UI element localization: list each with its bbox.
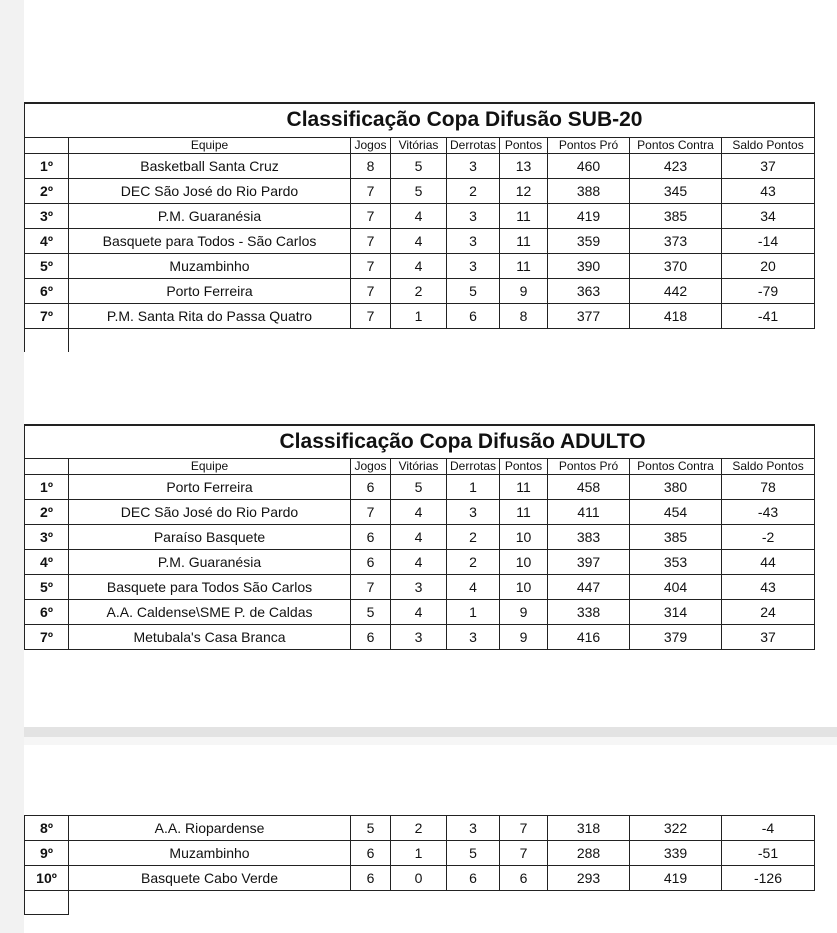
table-row [25, 303, 815, 328]
position-cell: 2º [25, 499, 69, 524]
derrotas-cell: 2 [447, 524, 500, 549]
derrotas-cell: 3 [447, 203, 500, 228]
derrotas-cell: 6 [447, 303, 500, 328]
vitorias-cell: 0 [391, 866, 447, 891]
table-row [25, 549, 815, 574]
saldo-cell: -43 [722, 499, 815, 524]
pontos-cell: 8 [500, 303, 548, 328]
header-jogos: Jogos [351, 137, 391, 153]
position-cell: 2º [25, 178, 69, 203]
vitorias-cell: 1 [391, 841, 447, 866]
jogos-cell: 6 [351, 841, 391, 866]
pontos-pro-cell: 411 [548, 499, 630, 524]
team-cell: A.A. Riopardense [69, 816, 351, 841]
jogos-cell: 7 [351, 228, 391, 253]
table-row [25, 524, 815, 549]
jogos-cell: 7 [351, 178, 391, 203]
team-cell: Basquete Cabo Verde [69, 866, 351, 891]
position-cell: 7º [25, 303, 69, 328]
pontos-contra-cell: 423 [630, 153, 722, 178]
header-pontos-contra: Pontos Contra [630, 458, 722, 474]
team-cell: Muzambinho [69, 253, 351, 278]
position-cell: 8º [25, 816, 69, 841]
team-cell: A.A. Caldense\SME P. de Caldas [69, 599, 351, 624]
vitorias-cell: 4 [391, 253, 447, 278]
pontos-cell: 13 [500, 153, 548, 178]
position-cell: 6º [25, 599, 69, 624]
table-row [25, 624, 815, 649]
saldo-cell: 44 [722, 549, 815, 574]
header-derrotas: Derrotas [447, 458, 500, 474]
vitorias-cell: 3 [391, 574, 447, 599]
vitorias-cell: 5 [391, 474, 447, 499]
pontos-pro-cell: 458 [548, 474, 630, 499]
left-margin-strip [0, 0, 24, 933]
derrotas-cell: 5 [447, 841, 500, 866]
header-vitorias: Vitórias [391, 458, 447, 474]
saldo-cell: 34 [722, 203, 815, 228]
pontos-contra-cell: 418 [630, 303, 722, 328]
saldo-cell: -14 [722, 228, 815, 253]
sub20-title-text: Classificação Copa Difusão SUB-20 [286, 108, 643, 132]
team-cell: DEC São José do Rio Pardo [69, 178, 351, 203]
page-break-band [24, 727, 837, 737]
pontos-cell: 10 [500, 549, 548, 574]
header-pontos: Pontos [500, 137, 548, 153]
derrotas-cell: 2 [447, 549, 500, 574]
header-pontos-contra: Pontos Contra [630, 137, 722, 153]
vitorias-cell: 5 [391, 153, 447, 178]
header-vitorias: Vitórias [391, 137, 447, 153]
jogos-cell: 7 [351, 499, 391, 524]
position-cell: 3º [25, 524, 69, 549]
pontos-cell: 11 [500, 253, 548, 278]
position-cell: 1º [25, 474, 69, 499]
derrotas-cell: 1 [447, 474, 500, 499]
pontos-pro-cell: 460 [548, 153, 630, 178]
jogos-cell: 7 [351, 253, 391, 278]
vitorias-cell: 4 [391, 599, 447, 624]
team-cell: DEC São José do Rio Pardo [69, 499, 351, 524]
jogos-cell: 6 [351, 524, 391, 549]
pontos-cell: 9 [500, 624, 548, 649]
saldo-cell: 78 [722, 474, 815, 499]
header-pontos: Pontos [500, 458, 548, 474]
pontos-contra-cell: 314 [630, 599, 722, 624]
team-cell: Paraíso Basquete [69, 524, 351, 549]
adulto-title [25, 425, 815, 458]
team-cell: Muzambinho [69, 841, 351, 866]
team-cell: P.M. Guaranésia [69, 549, 351, 574]
header-equipe: Equipe [69, 458, 351, 474]
saldo-cell: -79 [722, 278, 815, 303]
pontos-contra-cell: 404 [630, 574, 722, 599]
pontos-cell: 7 [500, 841, 548, 866]
position-cell: 6º [25, 278, 69, 303]
adulto-title-text: Classificação Copa Difusão ADULTO [279, 429, 646, 453]
table-row [25, 574, 815, 599]
position-cell: 10º [25, 866, 69, 891]
sub20-header-row [25, 137, 815, 153]
derrotas-cell: 2 [447, 178, 500, 203]
table-row [25, 153, 815, 178]
pontos-cell: 11 [500, 228, 548, 253]
pontos-cell: 12 [500, 178, 548, 203]
pontos-contra-cell: 442 [630, 278, 722, 303]
header-pos [25, 137, 69, 153]
table-row [25, 816, 815, 841]
position-cell: 4º [25, 228, 69, 253]
saldo-cell: -41 [722, 303, 815, 328]
pontos-cell: 10 [500, 524, 548, 549]
header-pontos-pro: Pontos Pró [548, 458, 630, 474]
pontos-contra-cell: 339 [630, 841, 722, 866]
jogos-cell: 6 [351, 549, 391, 574]
saldo-cell: 37 [722, 153, 815, 178]
pontos-cell: 9 [500, 599, 548, 624]
table-row [25, 278, 815, 303]
position-cell: 1º [25, 153, 69, 178]
jogos-cell: 5 [351, 599, 391, 624]
saldo-cell: -51 [722, 841, 815, 866]
header-saldo-pontos: Saldo Pontos [722, 137, 815, 153]
page-break-shade [24, 737, 837, 745]
vitorias-cell: 2 [391, 278, 447, 303]
derrotas-cell: 3 [447, 816, 500, 841]
pontos-pro-cell: 338 [548, 599, 630, 624]
position-cell: 9º [25, 841, 69, 866]
vitorias-cell: 4 [391, 203, 447, 228]
vitorias-cell: 4 [391, 549, 447, 574]
header-pos [25, 458, 69, 474]
pontos-pro-cell: 447 [548, 574, 630, 599]
header-derrotas: Derrotas [447, 137, 500, 153]
jogos-cell: 6 [351, 474, 391, 499]
saldo-cell: 20 [722, 253, 815, 278]
team-cell: P.M. Santa Rita do Passa Quatro [69, 303, 351, 328]
saldo-cell: 37 [722, 624, 815, 649]
pontos-cell: 10 [500, 574, 548, 599]
sub20-standings-table [24, 102, 815, 352]
derrotas-cell: 5 [447, 278, 500, 303]
jogos-cell: 8 [351, 153, 391, 178]
position-cell: 5º [25, 253, 69, 278]
table-row [25, 866, 815, 891]
vitorias-cell: 3 [391, 624, 447, 649]
saldo-cell: 43 [722, 574, 815, 599]
saldo-cell: 43 [722, 178, 815, 203]
saldo-cell: -2 [722, 524, 815, 549]
vitorias-cell: 5 [391, 178, 447, 203]
empty-cell [69, 328, 815, 352]
jogos-cell: 7 [351, 278, 391, 303]
pontos-cell: 11 [500, 474, 548, 499]
jogos-cell: 7 [351, 574, 391, 599]
empty-row [25, 891, 815, 915]
pontos-pro-cell: 293 [548, 866, 630, 891]
pontos-pro-cell: 383 [548, 524, 630, 549]
pontos-contra-cell: 370 [630, 253, 722, 278]
header-jogos: Jogos [351, 458, 391, 474]
adulto-continuation-table [24, 815, 815, 915]
position-cell: 3º [25, 203, 69, 228]
derrotas-cell: 3 [447, 253, 500, 278]
pontos-contra-cell: 419 [630, 866, 722, 891]
derrotas-cell: 3 [447, 624, 500, 649]
team-cell: Porto Ferreira [69, 278, 351, 303]
pontos-pro-cell: 397 [548, 549, 630, 574]
vitorias-cell: 4 [391, 499, 447, 524]
position-cell: 4º [25, 549, 69, 574]
header-pontos-pro: Pontos Pró [548, 137, 630, 153]
table-row [25, 253, 815, 278]
vitorias-cell: 2 [391, 816, 447, 841]
saldo-cell: -4 [722, 816, 815, 841]
adulto-standings-table [24, 424, 815, 650]
team-cell: Metubala's Casa Branca [69, 624, 351, 649]
empty-row [25, 328, 815, 352]
position-cell: 5º [25, 574, 69, 599]
sub20-title [25, 103, 815, 137]
derrotas-cell: 4 [447, 574, 500, 599]
pontos-contra-cell: 322 [630, 816, 722, 841]
adulto-header-row [25, 458, 815, 474]
pontos-cell: 9 [500, 278, 548, 303]
jogos-cell: 6 [351, 866, 391, 891]
vitorias-cell: 1 [391, 303, 447, 328]
pontos-pro-cell: 390 [548, 253, 630, 278]
pontos-pro-cell: 416 [548, 624, 630, 649]
pontos-cell: 11 [500, 499, 548, 524]
pontos-pro-cell: 318 [548, 816, 630, 841]
jogos-cell: 5 [351, 816, 391, 841]
team-cell: P.M. Guaranésia [69, 203, 351, 228]
pontos-pro-cell: 377 [548, 303, 630, 328]
table-row [25, 841, 815, 866]
table-row [25, 178, 815, 203]
pontos-contra-cell: 373 [630, 228, 722, 253]
pontos-contra-cell: 385 [630, 524, 722, 549]
team-cell: Basquete para Todos São Carlos [69, 574, 351, 599]
team-cell: Basquete para Todos - São Carlos [69, 228, 351, 253]
jogos-cell: 7 [351, 203, 391, 228]
pontos-contra-cell: 345 [630, 178, 722, 203]
header-saldo-pontos: Saldo Pontos [722, 458, 815, 474]
pontos-contra-cell: 380 [630, 474, 722, 499]
derrotas-cell: 3 [447, 153, 500, 178]
table-row [25, 599, 815, 624]
position-cell: 7º [25, 624, 69, 649]
jogos-cell: 7 [351, 303, 391, 328]
empty-cell [25, 891, 69, 915]
pontos-cell: 11 [500, 203, 548, 228]
pontos-contra-cell: 385 [630, 203, 722, 228]
pontos-pro-cell: 359 [548, 228, 630, 253]
saldo-cell: 24 [722, 599, 815, 624]
pontos-pro-cell: 288 [548, 841, 630, 866]
empty-cell [69, 891, 815, 915]
pontos-pro-cell: 388 [548, 178, 630, 203]
header-equipe: Equipe [69, 137, 351, 153]
jogos-cell: 6 [351, 624, 391, 649]
pontos-pro-cell: 419 [548, 203, 630, 228]
table-row [25, 499, 815, 524]
pontos-contra-cell: 454 [630, 499, 722, 524]
table-row [25, 203, 815, 228]
pontos-cell: 7 [500, 816, 548, 841]
empty-cell [25, 328, 69, 352]
derrotas-cell: 1 [447, 599, 500, 624]
pontos-contra-cell: 353 [630, 549, 722, 574]
team-cell: Basketball Santa Cruz [69, 153, 351, 178]
vitorias-cell: 4 [391, 524, 447, 549]
pontos-pro-cell: 363 [548, 278, 630, 303]
table-row [25, 474, 815, 499]
vitorias-cell: 4 [391, 228, 447, 253]
derrotas-cell: 6 [447, 866, 500, 891]
saldo-cell: -126 [722, 866, 815, 891]
derrotas-cell: 3 [447, 499, 500, 524]
pontos-contra-cell: 379 [630, 624, 722, 649]
team-cell: Porto Ferreira [69, 474, 351, 499]
table-row [25, 228, 815, 253]
pontos-cell: 6 [500, 866, 548, 891]
derrotas-cell: 3 [447, 228, 500, 253]
